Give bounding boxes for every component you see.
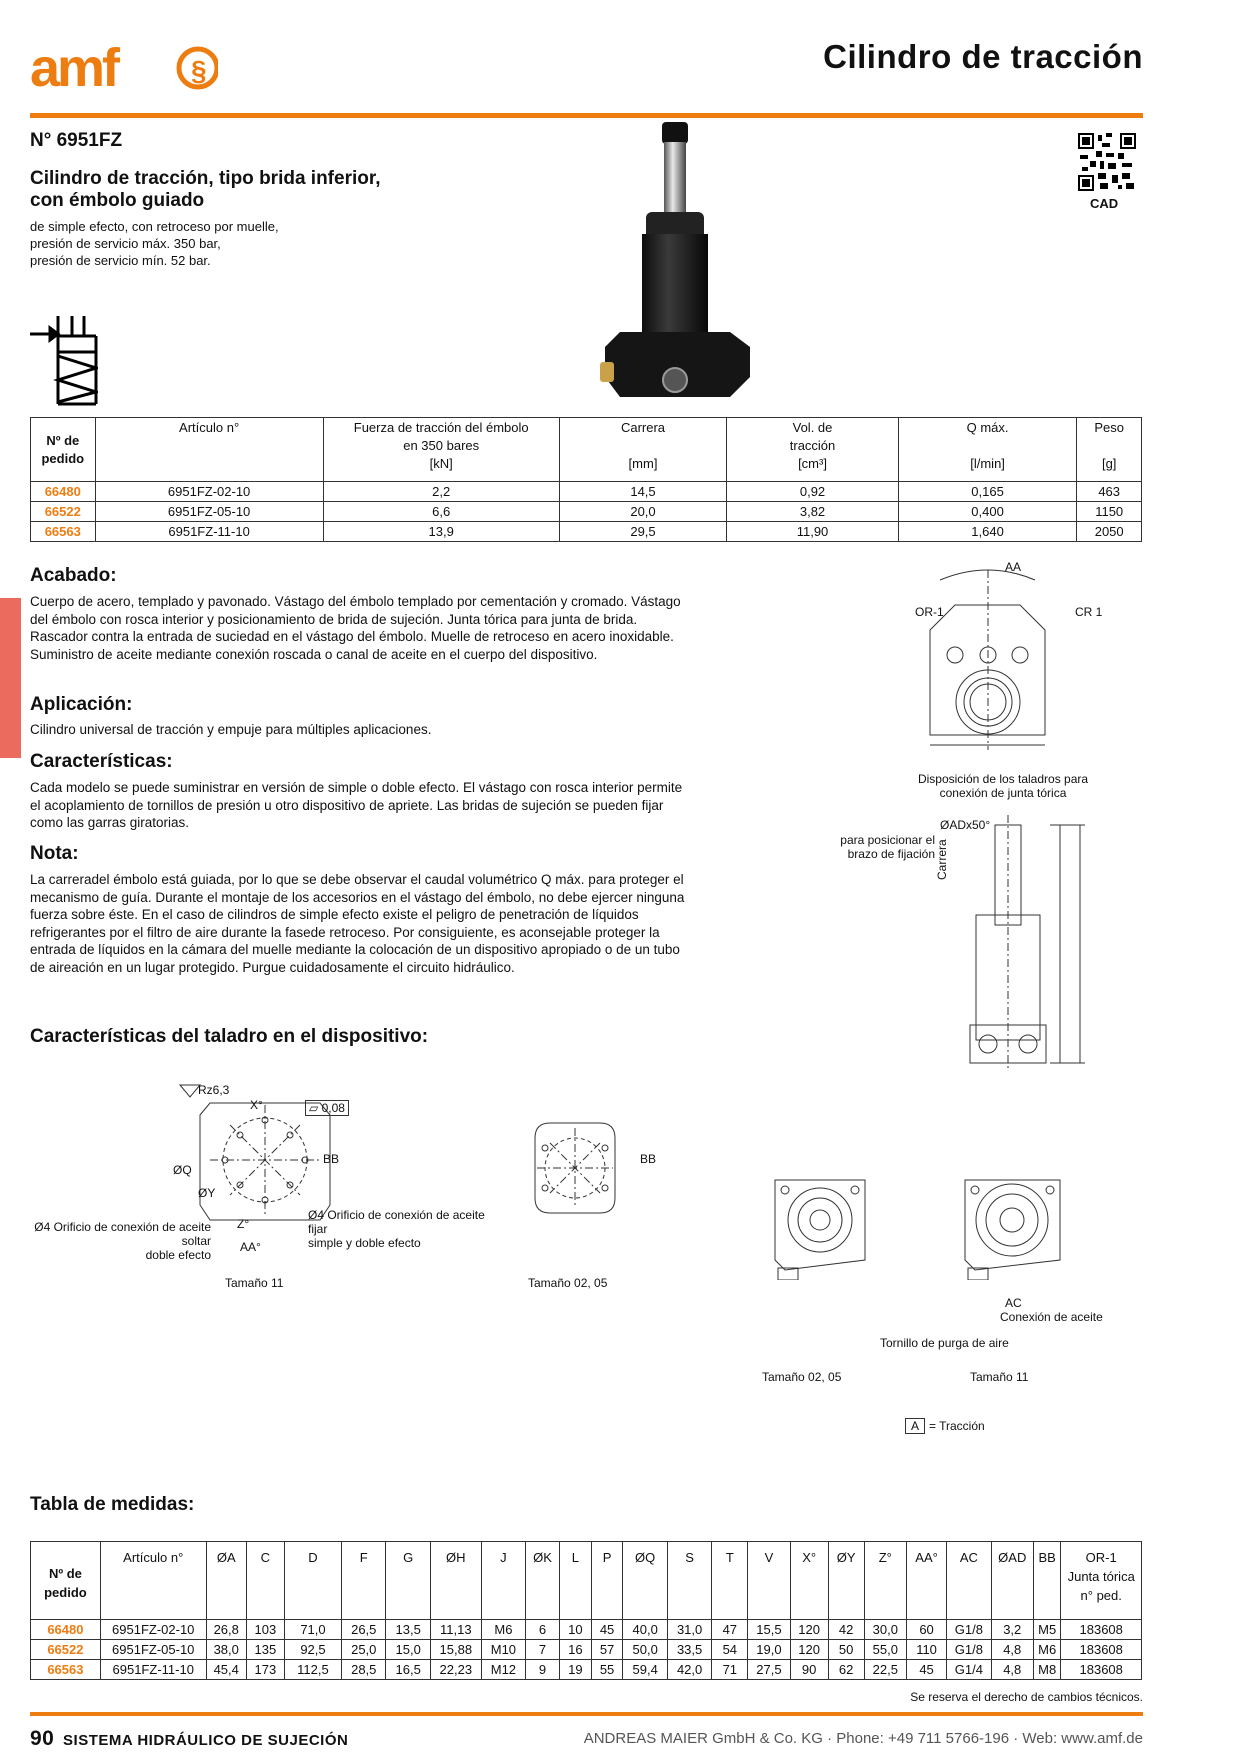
caption-size0205-b: Tamaño 02, 05 <box>762 1370 842 1384</box>
vol-cell: 11,90 <box>727 522 899 542</box>
section-heading-taladro: Características del taladro en el dispositivo: <box>30 1026 429 1047</box>
label-ac: AC <box>1005 1296 1022 1310</box>
footer-section <box>30 1727 348 1751</box>
force-cell: 6,6 <box>323 502 559 522</box>
label-rz: Rz6,3 <box>198 1083 230 1097</box>
table-row[interactable]: 66522 6951FZ-05-10 38,0 135 92,5 25,0 15,0 15,88 M10 7 16 57 50,0 33,5 54 19,0 120 50 55,0 110 G1/8 4,8 M6 183608 <box>31 1640 1142 1660</box>
caption-size0205: Tamaño 02, 05 <box>528 1276 608 1290</box>
spec-table-header <box>31 418 1142 482</box>
stroke-cell: 14,5 <box>559 482 727 502</box>
section-text-acabado: Cuerpo de acero, templado y pavonado. Vástago del émbolo templado por cementación y cromado. Vástago del émbolo con rosca interior y posicionamiento de brida de sujeción. Junta tórica para junta de brida. Rascador contra la entrada de suciedad en el vástago del émbolo. Muelle de retroceso en acero inoxidable. Suministro de aceite mediante conexión roscada o canal de aceite en el cuerpo del dispositivo. <box>30 594 681 662</box>
footer-section-label: SISTEMA HIDRÁULICO DE SUJECIÓN <box>63 1732 349 1749</box>
dim-header: L <box>559 1542 591 1620</box>
dim-header-order: Nº de pedido <box>31 1542 101 1620</box>
page-number: 90 <box>30 1727 55 1750</box>
label-y: ØY <box>198 1186 216 1200</box>
dim-header: P <box>591 1542 623 1620</box>
dim-header: ØH <box>430 1542 481 1620</box>
hydraulic-symbol-icon <box>28 316 98 406</box>
side-view-drawing <box>940 815 1120 1075</box>
label-x: X° <box>250 1098 263 1112</box>
order-number-link[interactable]: 66522 <box>31 1640 101 1660</box>
table-row[interactable] <box>31 502 1142 522</box>
dim-header: G <box>386 1542 430 1620</box>
label-or1: OR-1 <box>915 605 944 619</box>
header-weight: Peso [g] <box>1077 418 1142 482</box>
table-row[interactable]: 66563 6951FZ-11-10 45,4 173 112,5 28,5 16,5 22,23 M12 9 19 55 59,4 42,0 71 27,5 90 62 22,5 45 G1/4 4,8 M8 183608 <box>31 1660 1142 1680</box>
product-description <box>30 218 279 269</box>
label-oil-conn: Conexión de aceite <box>1000 1310 1103 1324</box>
dim-header: ØK <box>526 1542 560 1620</box>
header-rule <box>30 113 1143 118</box>
top-view-drawing <box>900 560 1090 760</box>
label-ad: ØADx50° <box>940 818 991 832</box>
dim-header: ØQ <box>623 1542 667 1620</box>
q-cell: 0,400 <box>898 502 1077 522</box>
section-heading-caracteristicas: Características: <box>30 751 173 772</box>
article-cell: 6951FZ-05-10 <box>95 502 323 522</box>
order-number-link[interactable]: 66480 <box>31 482 96 502</box>
dim-table <box>30 1541 1142 1680</box>
force-cell: 13,9 <box>323 522 559 542</box>
table-row[interactable] <box>31 482 1142 502</box>
footer-company[interactable]: ANDREAS MAIER GmbH & Co. KG · Phone: +49 711 5766-196 · Web: www.amf.de <box>583 1730 1143 1747</box>
caption-size11-b: Tamaño 11 <box>970 1370 1029 1384</box>
label-position-arm: para posicionar el brazo de fijación <box>840 833 935 861</box>
stroke-cell: 20,0 <box>559 502 727 522</box>
svg-text:§: § <box>191 55 207 86</box>
header-force: Fuerza de tracción del émbolo en 350 bares [kN] <box>323 418 559 482</box>
dim-header: F <box>342 1542 386 1620</box>
label-flatness: ▱ 0,08 <box>305 1100 349 1116</box>
dim-header: ØY <box>828 1542 864 1620</box>
weight-cell: 2050 <box>1077 522 1142 542</box>
dim-header: AA° <box>906 1542 946 1620</box>
product-name-line2: con émbolo guiado <box>30 190 205 211</box>
table-row[interactable]: 66480 6951FZ-02-10 26,8 103 71,0 26,5 13,5 11,13 M6 6 10 45 40,0 31,0 47 15,5 120 42 30,0 60 G1/8 3,2 M5 183608 <box>31 1620 1142 1640</box>
qr-code-icon[interactable] <box>1078 133 1136 191</box>
section-heading-aplicacion: Aplicación: <box>30 694 133 715</box>
section-text-aplicacion: Cilindro universal de tracción y empuje para múltiples aplicaciones. <box>30 722 432 737</box>
vol-cell: 3,82 <box>727 502 899 522</box>
label-aa: AA° <box>240 1240 261 1254</box>
article-cell: 6951FZ-11-10 <box>95 522 323 542</box>
header-stroke: Carrera [mm] <box>559 418 727 482</box>
dim-header: ØA <box>206 1542 246 1620</box>
order-number-link[interactable]: 66563 <box>31 522 96 542</box>
vol-cell: 0,92 <box>727 482 899 502</box>
header-article: Artículo n° <box>95 418 323 482</box>
q-cell: 0,165 <box>898 482 1077 502</box>
desc-line: presión de servicio mín. 52 bar. <box>30 253 211 268</box>
desc-line: presión de servicio máx. 350 bar, <box>30 236 221 251</box>
dim-header: D <box>284 1542 341 1620</box>
cad-label[interactable]: CAD <box>1090 196 1119 211</box>
dim-table-header <box>31 1542 1142 1620</box>
bottom-view-drawing-0205 <box>770 1160 870 1280</box>
product-name <box>30 168 510 212</box>
q-cell: 1,640 <box>898 522 1077 542</box>
dim-header: J <box>481 1542 525 1620</box>
bore-drawing-size0205 <box>525 1118 625 1218</box>
dim-header: BB <box>1033 1542 1061 1620</box>
amf-logo <box>28 36 218 96</box>
section-text-nota: La carreradel émbolo está guiada, por lo que se debe observar el caudal volumétrico Q máx. para proteger el mecanismo de guía. Durante el montaje de los accesorios en el vástago del émbolo, no debe ejercer ninguna fuerza sobre éste. En el caso de cilindros de simple efecto existe el peligro de penetración de líquidos refrigerantes por el filtro de aire durante la fasede retroceso. Por consiguiente, es aconsejable proteger la entrada de líquidos en la cámara del muelle mediante la colocación de un dispositivo apropiado o de un tubo de aireación en un lugar protegido. Purgue cuidadosamente el circuito hidráulico. <box>30 872 685 975</box>
article-cell: 6951FZ-02-10 <box>95 482 323 502</box>
caption-top-view: Disposición de los taladros para conexión de junta tórica <box>917 772 1089 800</box>
label-aa-dim: AA <box>1005 560 1022 574</box>
dim-header: Artículo n° <box>100 1542 206 1620</box>
order-number-link[interactable]: 66522 <box>31 502 96 522</box>
section-text-caracteristicas: Cada modelo se puede suministrar en versión de simple o doble efecto. El vástago con rosca interior permite el acoplamiento de tornillos de presión u otro dispositivo de apriete. Las bridas de sujeción se pueden fijar como las garras giratorias. <box>30 780 683 830</box>
dim-header: X° <box>790 1542 828 1620</box>
dim-header: C <box>246 1542 284 1620</box>
order-number-link[interactable]: 66480 <box>31 1620 101 1640</box>
label-q: ØQ <box>173 1163 192 1177</box>
desc-line: de simple efecto, con retroceso por muelle, <box>30 219 279 234</box>
dim-header: AC <box>947 1542 991 1620</box>
table-row[interactable] <box>31 522 1142 542</box>
label-oil-release: Ø4 Orificio de conexión de aceite soltar doble efecto <box>34 1220 211 1262</box>
label-bb-small: BB <box>640 1152 657 1166</box>
legend-traccion: A = Tracción <box>905 1418 985 1434</box>
dim-header: T <box>712 1542 748 1620</box>
product-image <box>600 122 750 402</box>
side-tab <box>0 598 21 758</box>
dim-header: V <box>748 1542 790 1620</box>
label-bb: BB <box>323 1152 340 1166</box>
force-cell: 2,2 <box>323 482 559 502</box>
section-heading-nota: Nota: <box>30 843 79 864</box>
spec-table <box>30 417 1142 542</box>
section-heading-acabado: Acabado: <box>30 565 117 586</box>
bottom-view-drawing-11 <box>960 1160 1070 1280</box>
caption-size11: Tamaño 11 <box>225 1276 284 1290</box>
svg-text:amf: amf <box>30 38 118 96</box>
label-bleed: Tornillo de purga de aire <box>880 1336 1009 1350</box>
label-oil-fix: Ø4 Orificio de conexión de aceite fijar simple y doble efecto <box>308 1208 485 1250</box>
dim-header: Z° <box>864 1542 906 1620</box>
header-q: Q máx. [l/min] <box>898 418 1077 482</box>
dim-header: S <box>667 1542 711 1620</box>
weight-cell: 463 <box>1077 482 1142 502</box>
label-carrera: Carrera <box>935 839 949 880</box>
technical-note: Se reserva el derecho de cambios técnicos. <box>910 1690 1143 1704</box>
header-vol: Vol. de tracción [cm³] <box>727 418 899 482</box>
label-cr1: CR 1 <box>1075 605 1103 619</box>
weight-cell: 1150 <box>1077 502 1142 522</box>
dim-table-title: Tabla de medidas: <box>30 1494 195 1515</box>
product-number: N° 6951FZ <box>30 130 123 151</box>
product-name-line1: Cilindro de tracción, tipo brida inferior, <box>30 168 381 189</box>
dim-header-or: OR-1 Junta tórica n° ped. <box>1061 1542 1142 1620</box>
stroke-cell: 29,5 <box>559 522 727 542</box>
footer-rule <box>30 1712 1143 1716</box>
page-title: Cilindro de tracción <box>823 38 1143 75</box>
label-z: Z° <box>237 1217 250 1231</box>
header-order: Nº de pedido <box>31 418 96 482</box>
order-number-link[interactable]: 66563 <box>31 1660 101 1680</box>
dim-header: ØAD <box>991 1542 1033 1620</box>
